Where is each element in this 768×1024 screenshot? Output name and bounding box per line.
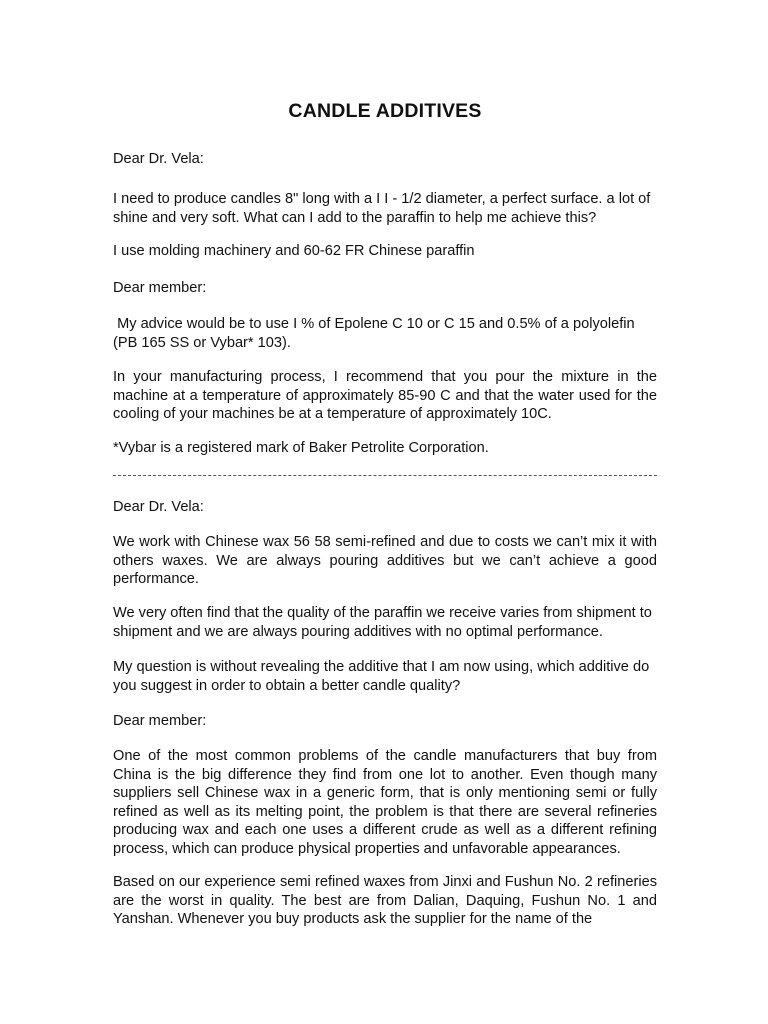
greeting-paragraph: Dear Dr. Vela: (113, 151, 204, 167)
advice-paragraph: My advice would be to use I % of Epolene C 10 or C 15 and 0.5% of a polyolefin (PB 165 SS or Vybar* 103). (113, 316, 639, 351)
machinery-paragraph: I use molding machinery and 60-62 FR Chinese paraffin (113, 243, 475, 259)
additive-question-paragraph: My question is without revealing the additive that I am now using, which additive do you suggest in order to obtain a better candle quality? (113, 659, 650, 694)
trademark-note: *Vybar is a registered mark of Baker Petrolite Corporation. (113, 440, 489, 456)
quality-paragraph: We very often find that the quality of the paraffin we receive varies from shipment to shipment and we are always pouring additives with no optimal performance. (113, 605, 652, 640)
problems-paragraph: One of the most common problems of the candle manufacturers that buy from China is the big difference they find from one lot to another. Even though many suppliers sell Chinese wax in a generic form, that is only mentioning semi or fully refined as well as its melting point, the problem is that there are several refineries producing wax and each one uses a different crude as well as a different refining process, which can produce physical properties and unfavorable appearances. (113, 748, 657, 857)
greeting-paragraph-2: Dear Dr. Vela: (113, 499, 204, 515)
refineries-paragraph: Based on our experience semi refined waxes from Jinxi and Fushun No. 2 refineries are the worst in quality. The best are from Dalian, Daquing, Fushun No. 1 and Yanshan. Whenever you buy products ask the supplier for the name of the (113, 874, 657, 928)
wax-question-paragraph: We work with Chinese wax 56 58 semi-refined and due to costs we can’t mix it with others waxes. We are always pouring additives but we can’t achieve a good performance. (113, 534, 657, 588)
process-paragraph: In your manufacturing process, I recommend that you pour the mixture in the machine at a temperature of approximately 85-90 C and that the water used for the cooling of your machines be at a temperature of approximately 10C. (113, 369, 657, 423)
document-title: CANDLE ADDITIVES (288, 100, 482, 122)
section-divider (113, 475, 657, 476)
reply-greeting-paragraph: Dear member: (113, 280, 207, 296)
reply-greeting-paragraph-2: Dear member: (113, 713, 207, 729)
question-paragraph: I need to produce candles 8" long with a I I - 1/2 diameter, a perfect surface. a lot of shine and very soft. What can I add to the paraffin to help me achieve this? (113, 191, 651, 226)
